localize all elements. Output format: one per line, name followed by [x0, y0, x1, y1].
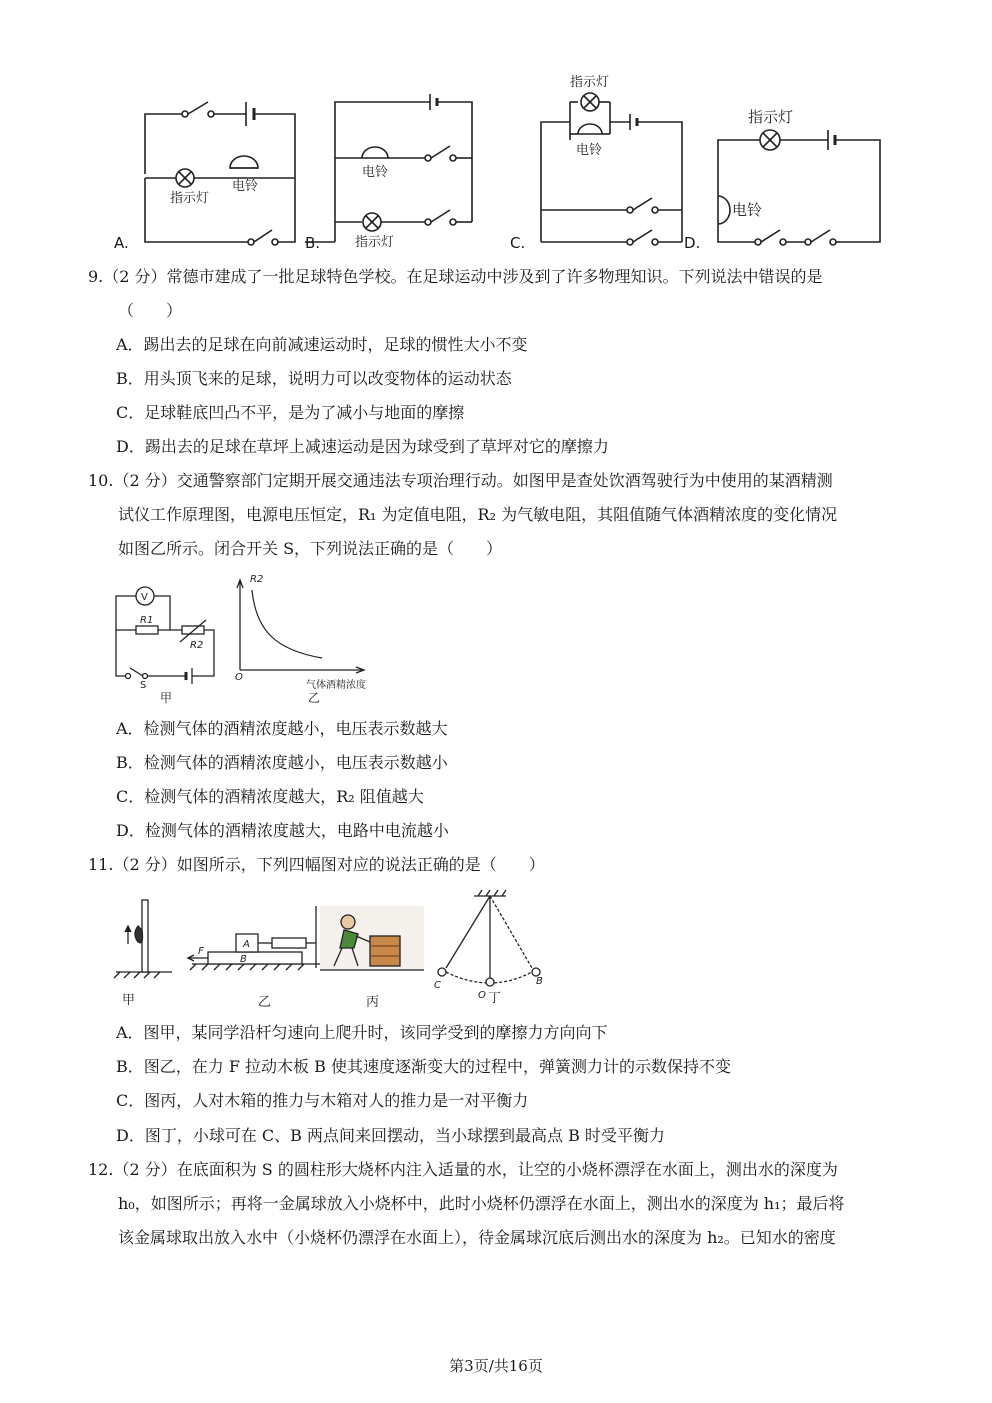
- q12-line2: h₀，如图所示；再将一金属球放入小烧杯中，此时小烧杯仍漂浮在水面上，测出水的深度为 h₁；最后将: [118, 1194, 845, 1213]
- q8-circuit-a: [145, 102, 295, 245]
- q10-graph-x-label: 气体酒精浓度: [306, 680, 366, 691]
- q8-option-a: A.: [114, 234, 129, 252]
- q10-option-d: D．检测气体的酒精浓度越大，电路中电流越小: [116, 821, 449, 840]
- q10-fig-yi: 乙: [308, 691, 321, 705]
- q11-label-f: F: [198, 946, 204, 957]
- page-footer: 第3页/共16页: [449, 1357, 543, 1375]
- q10-option-a: A．检测气体的酒精浓度越小，电压表示数越大: [116, 719, 448, 738]
- q10-r1-label: R1: [140, 615, 154, 626]
- q10-stem-line3: 如图乙所示。闭合开关 S，下列说法正确的是（ ）: [118, 539, 503, 558]
- q8-circuits-figure: [100, 72, 900, 252]
- q10-graph-y-label: R2: [250, 574, 264, 585]
- q11-option-b: B．图乙，在力 F 拉动木板 B 使其速度逐渐变大的过程中，弹簧测力计的示数保持不变: [116, 1057, 731, 1076]
- q11-fig-bing: 丙: [366, 995, 380, 1010]
- q11-label-o: O: [478, 990, 486, 1001]
- q11-label-b: B: [240, 954, 247, 965]
- q12-line3: 该金属球取出放入水中（小烧杯仍漂浮在水面上），待金属球沉底后测出水的深度为 h₂。已知水的密度: [118, 1228, 836, 1247]
- q11-option-d: D．图丁，小球可在 C、B 两点间来回摆动，当小球摆到最高点 B 时受平衡力: [116, 1126, 665, 1145]
- q10-stem-line2: 试仪工作原理图，电源电压恒定，R₁ 为定值电阻，R₂ 为气敏电阻，其阻值随气体酒精浓度的变化情况: [118, 505, 838, 524]
- q8a-lamp-label: 指示灯: [170, 191, 210, 206]
- q8d-bell-label: 电铃: [732, 201, 763, 219]
- q11-label-bpt: B: [536, 976, 543, 987]
- q9-option-b: B．用头顶飞来的足球，说明力可以改变物体的运动状态: [116, 369, 512, 388]
- q10-switch-label: S: [140, 680, 147, 691]
- q8d-lamp-label: 指示灯: [748, 108, 794, 126]
- q8b-lamp-label: 指示灯: [355, 235, 395, 250]
- q9-option-a: A．踢出去的足球在向前减速运动时，足球的惯性大小不变: [116, 335, 528, 354]
- q10-option-c: C．检测气体的酒精浓度越大，R₂ 阻值越大: [116, 787, 424, 806]
- q11-fig-ding: 丁: [488, 991, 502, 1006]
- q10-graph-origin: O: [235, 672, 243, 683]
- q11-option-a: A．图甲，某同学沿杆匀速向上爬升时，该同学受到的摩擦力方向向下: [116, 1023, 608, 1042]
- q9-option-d: D．踢出去的足球在草坪上减速运动是因为球受到了草坪对它的摩擦力: [116, 437, 609, 456]
- q10-stem-line1: 10.（2 分）交通警察部门定期开展交通违法专项治理行动。如图甲是查处饮酒驾驶行为中使用的某酒精测: [88, 471, 833, 490]
- q10-figure: [100, 570, 400, 710]
- q10-option-b: B．检测气体的酒精浓度越小，电压表示数越小: [116, 753, 448, 772]
- q11-option-c: C．图丙，人对木箱的推力与木箱对人的推力是一对平衡力: [116, 1091, 529, 1110]
- q12-line1: 12.（2 分）在底面积为 S 的圆柱形大烧杯内注入适量的水，让空的小烧杯漂浮在水面上，测出水的深度为: [88, 1160, 838, 1179]
- q8c-lamp-label: 指示灯: [570, 75, 610, 90]
- q9-stem-line1: 9.（2 分）常德市建成了一批足球特色学校。在足球运动中涉及到了许多物理知识。下列说法中错误的是: [88, 267, 823, 286]
- q11-label-a: A: [243, 939, 250, 950]
- q10-fig-jia: 甲: [160, 691, 173, 705]
- q8-option-b: B.: [305, 234, 321, 252]
- q11-figure: [112, 886, 572, 1016]
- q8-circuit-c: [541, 93, 682, 245]
- q9-option-c: C．足球鞋底凹凸不平，是为了减小与地面的摩擦: [116, 403, 465, 422]
- q8-circuit-d: [718, 130, 880, 245]
- q8-circuit-b: [305, 94, 472, 242]
- q11-stem: 11.（2 分）如图所示，下列四幅图对应的说法正确的是（ ）: [88, 855, 545, 874]
- q10-voltmeter-label: V: [141, 592, 148, 603]
- q11-label-c: C: [434, 980, 441, 991]
- q11-fig-jia: 甲: [122, 993, 136, 1008]
- q8a-bell-label: 电铃: [232, 179, 259, 194]
- q8-option-c: C.: [510, 234, 526, 252]
- q8-option-d: D.: [684, 234, 701, 252]
- q8c-bell-label: 电铃: [576, 143, 603, 158]
- q8b-bell-label: 电铃: [362, 165, 389, 180]
- q10-r2-label: R2: [190, 640, 204, 651]
- q11-fig-yi: 乙: [258, 995, 272, 1010]
- q9-stem-line2: （ ）: [118, 301, 183, 320]
